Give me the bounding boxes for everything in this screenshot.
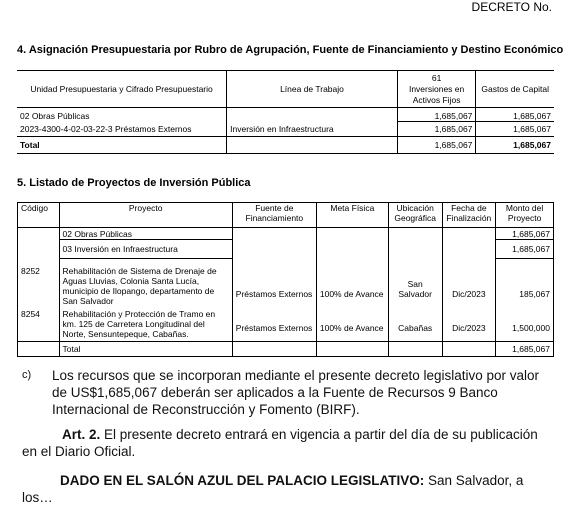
group-row — [18, 228, 554, 240]
cell-fecha: Dic/2023 — [442, 259, 496, 307]
header-codigo: Código — [18, 203, 60, 228]
section-4-title: 4. Asignación Presupuestaria por Rubro de Agrupación, Fuente de Financiamiento y Destino Económico — [17, 44, 564, 56]
cell-fuente — [232, 342, 316, 357]
article-text: El presente decreto entrará en vigencia a partir del día de su publicación en el Diario Oficial. — [22, 427, 538, 459]
table-header-row — [18, 203, 554, 228]
closing-text: San Salvador, a los… — [22, 473, 524, 505]
total-label: Total — [59, 342, 232, 357]
closing-line — [22, 472, 552, 506]
cell-meta — [316, 228, 388, 240]
cell-fecha — [442, 342, 496, 357]
header-proyecto: Proyecto — [59, 203, 232, 228]
cell-gastos: 1,685,067 — [513, 124, 551, 134]
header-inv-line2: Activos Fijos — [412, 94, 461, 105]
total-label: Total — [17, 136, 227, 153]
table-row — [17, 108, 554, 122]
header-inv-line1: Inversiones en — [408, 83, 465, 94]
header-fecha: Fecha de Finalización — [442, 203, 496, 228]
cell-unidad: 2023-4300-4-02-03-22-3 Préstamos Externos — [17, 122, 227, 137]
table-row — [18, 259, 554, 307]
paragraph-c-text: Los recursos que se incorporan mediante el presente decreto legislativo por valor de US$1,685,067 deberán ser aplicados a la Fuente de Recursos 9 Banco Internacional de Reconstrucción y Fomento (BIRF). — [52, 368, 540, 417]
group-monto: 1,685,067 — [496, 228, 554, 240]
total-linea-empty — [227, 136, 398, 153]
header-ubicacion: Ubicación Geográfica — [388, 203, 442, 228]
cell-fuente — [232, 228, 316, 240]
header-gastos: Gastos de Capital — [476, 71, 554, 108]
investment-projects-table — [17, 202, 554, 357]
group-row — [18, 240, 554, 259]
cell-fuente: Préstamos Externos — [232, 306, 316, 342]
header-monto: Monto del Proyecto — [496, 203, 554, 228]
cell-meta: 100% de Avance — [316, 259, 388, 307]
cell-linea: Inversión en Infraestructura — [227, 122, 398, 137]
cell-proyecto: Rehabilitación de Sistema de Drenaje de Aguas Lluvias, Colonia Santa Lucía, municipio de Ilopango, departamento de San Salvador — [59, 259, 232, 307]
table-header-row — [17, 71, 554, 108]
article-label: Art. 2. — [62, 427, 101, 442]
table-row — [18, 306, 554, 342]
cell-linea — [227, 108, 398, 122]
cell-meta — [316, 240, 388, 259]
total-inversiones: 1,685,067 — [397, 136, 476, 153]
cell-inversiones: 1,685,067 — [397, 122, 476, 137]
header-inversiones — [397, 71, 476, 108]
header-fuente: Fuente de Financiamiento — [232, 203, 316, 228]
header-inv-code: 61 — [431, 72, 442, 83]
group-label: 02 Obras Públicas — [59, 228, 232, 240]
group-label: 03 Inversión en Infraestructura — [59, 240, 232, 259]
total-gastos: 1,685,067 — [476, 136, 554, 153]
total-row — [18, 342, 554, 357]
cell-inversiones: 1,685,067 — [397, 108, 476, 122]
cell-codigo — [18, 342, 60, 357]
cell-fecha — [442, 240, 496, 259]
cell-monto: 185,067 — [496, 259, 554, 307]
group-monto: 1,685,067 — [496, 240, 554, 259]
budget-allocation-table — [17, 70, 554, 154]
section-5-title: 5. Listado de Proyectos de Inversión Pública — [17, 177, 251, 189]
cell-fecha — [442, 228, 496, 240]
cell-gastos: 1,685,067 — [476, 108, 554, 122]
paragraph-c — [22, 367, 552, 418]
cell-ubicacion — [388, 240, 442, 259]
cell-meta: 100% de Avance — [316, 306, 388, 342]
cell-unidad: 02 Obras Públicas — [17, 108, 227, 122]
cell-fecha: Dic/2023 — [442, 306, 496, 342]
cell-monto: 1,500,000 — [496, 306, 554, 342]
cell-meta — [316, 342, 388, 357]
cell-fuente — [232, 240, 316, 259]
paragraph-marker: c) — [22, 369, 32, 381]
cell-proyecto: Rehabilitación y Protección de Tramo en km. 125 de Carretera Longitudinal del Norte, Sensuntepeque, Cabañas. — [59, 306, 232, 342]
total-monto: 1,685,067 — [496, 342, 554, 357]
cell-codigo — [18, 240, 60, 259]
closing-bold: DADO EN EL SALÓN AZUL DEL PALACIO LEGISLATIVO: — [60, 473, 425, 488]
cell-ubicacion — [388, 228, 442, 240]
table-row — [17, 122, 554, 137]
cell-ubicacion — [388, 342, 442, 357]
total-row — [17, 136, 554, 153]
cell-codigo: 8254 — [18, 306, 60, 342]
header-meta: Meta Física — [316, 203, 388, 228]
decreto-number-label: DECRETO No. — [471, 0, 552, 14]
cell-ubicacion: San Salvador — [388, 259, 442, 307]
header-linea: Línea de Trabajo — [227, 71, 398, 108]
header-unidad: Unidad Presupuestaria y Cifrado Presupuestario — [17, 71, 227, 108]
cell-codigo: 8252 — [18, 259, 60, 307]
cell-codigo — [18, 228, 60, 240]
cell-fuente: Préstamos Externos — [232, 259, 316, 307]
article-2 — [22, 426, 552, 460]
cell-ubicacion: Cabañas — [388, 306, 442, 342]
